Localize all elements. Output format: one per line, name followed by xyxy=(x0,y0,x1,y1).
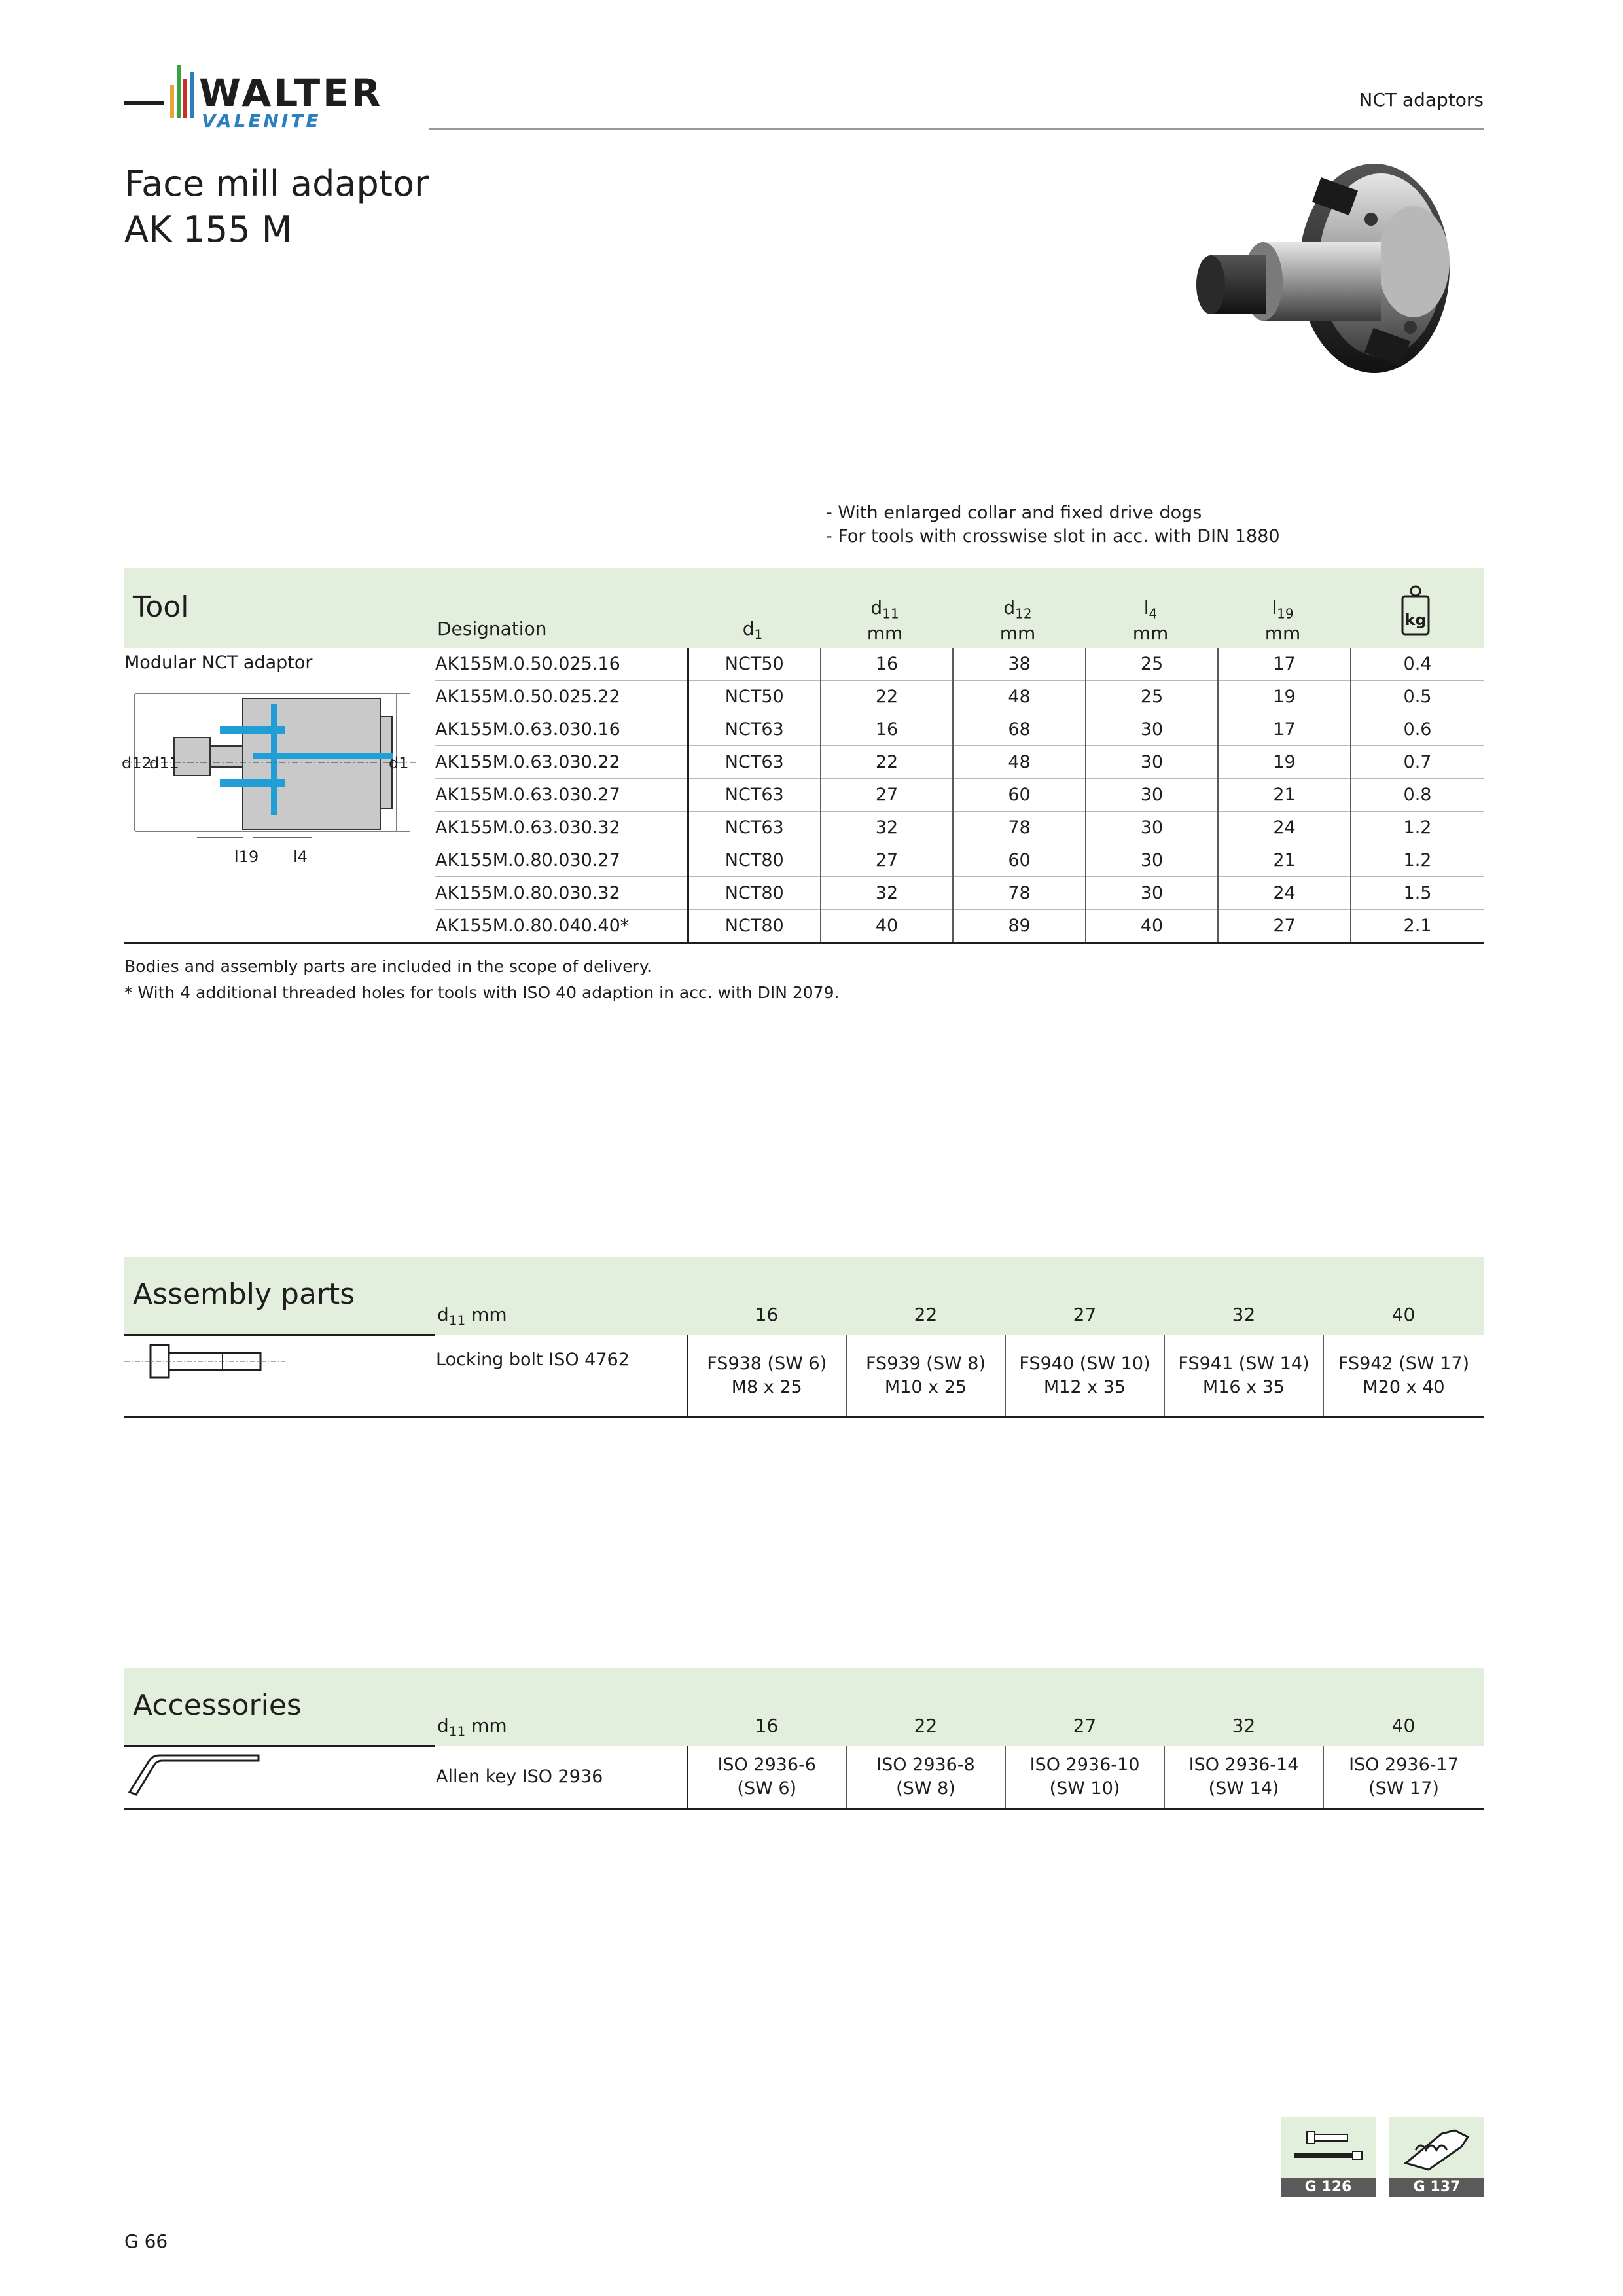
col-header-d11: $d_{11}$ mm xyxy=(866,597,903,644)
drawing-label-l19: l19 xyxy=(234,848,259,866)
cell-d12: 89 xyxy=(953,910,1086,943)
assembly-cell: FS940 (SW 10) M12 x 35 xyxy=(1005,1335,1164,1417)
accessories-cell: ISO 2936-17 (SW 17) xyxy=(1323,1746,1484,1809)
col-header-l4: $l_4$ mm xyxy=(1132,597,1169,644)
cell-d12: 78 xyxy=(953,877,1086,910)
table-row xyxy=(435,681,1484,713)
accessories-cell: ISO 2936-8 (SW 8) xyxy=(846,1746,1005,1809)
page-title-line-2: AK 155 M xyxy=(124,209,293,250)
cell-d1: NCT63 xyxy=(688,812,821,844)
col-header-designation: Designation xyxy=(437,618,547,639)
cell-d12: 78 xyxy=(953,812,1086,844)
assembly-size-32: 32 xyxy=(1232,1304,1256,1325)
assembly-size-40: 40 xyxy=(1391,1304,1416,1325)
page-title-line-1: Face mill adaptor xyxy=(124,163,429,204)
assembly-cell: FS941 (SW 14) M16 x 35 xyxy=(1164,1335,1323,1417)
cell-kg: 2.1 xyxy=(1351,910,1484,943)
cell-designation: AK155M.0.63.030.32 xyxy=(435,812,688,844)
cell-d1: NCT50 xyxy=(688,648,821,681)
cell-designation: AK155M.0.63.030.22 xyxy=(435,746,688,779)
reference-label-g137[interactable]: G 137 xyxy=(1389,2178,1484,2197)
drawing-label-d11: d11 xyxy=(149,754,179,772)
cell-d1: NCT80 xyxy=(688,910,821,943)
cell-l19: 17 xyxy=(1218,713,1351,746)
cell-l19: 19 xyxy=(1218,681,1351,713)
table-row xyxy=(435,1746,1484,1809)
accessories-size-40: 40 xyxy=(1391,1715,1416,1736)
reference-tile-wrench[interactable] xyxy=(1389,2117,1484,2179)
cell-kg: 1.2 xyxy=(1351,844,1484,877)
assembly-cell: FS939 (SW 8) M10 x 25 xyxy=(846,1335,1005,1417)
accessories-cell: ISO 2936-6 (SW 6) xyxy=(687,1746,846,1809)
cell-kg: 0.8 xyxy=(1351,779,1484,812)
cell-d1: NCT50 xyxy=(688,681,821,713)
table-row xyxy=(435,713,1484,746)
accessories-size-32: 32 xyxy=(1232,1715,1256,1736)
cell-l4: 30 xyxy=(1086,746,1218,779)
cell-l19: 19 xyxy=(1218,746,1351,779)
accessories-size-22: 22 xyxy=(914,1715,938,1736)
cell-d11: 32 xyxy=(821,877,953,910)
cell-designation: AK155M.0.63.030.16 xyxy=(435,713,688,746)
tool-table-bottom-rule xyxy=(124,942,435,944)
cell-l19: 21 xyxy=(1218,779,1351,812)
table-row xyxy=(435,844,1484,877)
table-row xyxy=(435,746,1484,779)
assembly-top-rule xyxy=(124,1334,435,1336)
accessories-size-16: 16 xyxy=(755,1715,779,1736)
assembly-size-27: 27 xyxy=(1073,1304,1097,1325)
section-label: NCT adaptors xyxy=(1359,89,1484,111)
cell-d11: 22 xyxy=(821,681,953,713)
weight-icon xyxy=(1400,584,1431,637)
cell-d12: 60 xyxy=(953,844,1086,877)
cell-d12: 68 xyxy=(953,713,1086,746)
cell-designation: AK155M.0.80.030.32 xyxy=(435,877,688,910)
tool-subtitle: Modular NCT adaptor xyxy=(124,653,313,673)
accessories-item-label: Allen key ISO 2936 xyxy=(435,1746,687,1809)
feature-item: - For tools with crosswise slot in acc. with DIN 1880 xyxy=(826,526,1280,547)
drawing-label-d12: d12 xyxy=(122,754,152,772)
product-image xyxy=(1185,157,1486,406)
drawing-label-l4: l4 xyxy=(293,848,308,866)
assembly-size-22: 22 xyxy=(914,1304,938,1325)
reference-tile-bolts[interactable] xyxy=(1281,2117,1376,2179)
cell-d11: 32 xyxy=(821,812,953,844)
cell-d11: 40 xyxy=(821,910,953,943)
cell-designation: AK155M.0.50.025.22 xyxy=(435,681,688,713)
wrench-icon xyxy=(1389,2117,1484,2179)
cell-kg: 0.5 xyxy=(1351,681,1484,713)
cell-designation: AK155M.0.80.030.27 xyxy=(435,844,688,877)
bolt-icon xyxy=(1281,2117,1376,2179)
cell-l19: 24 xyxy=(1218,877,1351,910)
assembly-bottom-rule xyxy=(124,1416,435,1418)
page-title xyxy=(124,161,429,253)
cell-l4: 30 xyxy=(1086,844,1218,877)
cell-d12: 48 xyxy=(953,746,1086,779)
tool-footnote: * With 4 additional threaded holes for tools with ISO 40 adaption in acc. with DIN 2079. xyxy=(124,983,840,1002)
drawing-label-d1: d1 xyxy=(389,754,409,772)
feature-item: - With enlarged collar and fixed drive dogs xyxy=(826,503,1202,523)
cell-designation: AK155M.0.63.030.27 xyxy=(435,779,688,812)
tool-note: Bodies and assembly parts are included in the scope of delivery. xyxy=(124,957,652,976)
technical-drawing xyxy=(122,684,416,880)
cell-kg: 1.5 xyxy=(1351,877,1484,910)
cell-d12: 60 xyxy=(953,779,1086,812)
accessories-col-label: $d_{11}$ mm xyxy=(437,1715,507,1740)
cell-designation: AK155M.0.80.040.40* xyxy=(435,910,688,943)
table-row xyxy=(435,910,1484,943)
cell-l19: 21 xyxy=(1218,844,1351,877)
cell-kg: 0.4 xyxy=(1351,648,1484,681)
table-row xyxy=(435,812,1484,844)
cell-l4: 30 xyxy=(1086,877,1218,910)
table-row xyxy=(435,877,1484,910)
accessories-table xyxy=(435,1746,1484,1810)
cell-d12: 48 xyxy=(953,681,1086,713)
accessories-cell: ISO 2936-10 (SW 10) xyxy=(1005,1746,1164,1809)
weight-icon-label: kg xyxy=(1404,611,1427,629)
cell-kg: 0.6 xyxy=(1351,713,1484,746)
cell-designation: AK155M.0.50.025.16 xyxy=(435,648,688,681)
cell-d1: NCT63 xyxy=(688,779,821,812)
accessories-size-27: 27 xyxy=(1073,1715,1097,1736)
cell-l19: 17 xyxy=(1218,648,1351,681)
accessories-cell: ISO 2936-14 (SW 14) xyxy=(1164,1746,1323,1809)
cell-d1: NCT63 xyxy=(688,746,821,779)
cell-l4: 30 xyxy=(1086,713,1218,746)
col-header-d12: $d_{12}$ mm xyxy=(999,597,1036,644)
cell-l4: 30 xyxy=(1086,812,1218,844)
cell-d11: 16 xyxy=(821,648,953,681)
page-number: G 66 xyxy=(124,2231,168,2252)
cell-d11: 22 xyxy=(821,746,953,779)
assembly-cell: FS938 (SW 6) M8 x 25 xyxy=(687,1335,846,1417)
cell-l4: 30 xyxy=(1086,779,1218,812)
cell-l19: 27 xyxy=(1218,910,1351,943)
assembly-col-label: $d_{11}$ mm xyxy=(437,1304,507,1329)
cell-l4: 40 xyxy=(1086,910,1218,943)
table-row xyxy=(435,779,1484,812)
accessories-bottom-rule xyxy=(124,1808,435,1810)
assembly-table xyxy=(435,1335,1484,1418)
table-row xyxy=(435,1335,1484,1417)
assembly-size-16: 16 xyxy=(755,1304,779,1325)
cell-kg: 0.7 xyxy=(1351,746,1484,779)
cell-kg: 1.2 xyxy=(1351,812,1484,844)
table-row xyxy=(435,648,1484,681)
col-header-d1: $d_1$ xyxy=(742,618,763,643)
brand-logo xyxy=(124,60,406,132)
accessories-section-title: Accessories xyxy=(133,1689,302,1722)
cell-d1: NCT80 xyxy=(688,877,821,910)
cell-l4: 25 xyxy=(1086,681,1218,713)
reference-label-g126[interactable]: G 126 xyxy=(1281,2178,1376,2197)
tool-section-title: Tool xyxy=(133,590,189,624)
logo-word-valenite: VALENITE xyxy=(202,110,321,132)
assembly-cell: FS942 (SW 17) M20 x 40 xyxy=(1323,1335,1484,1417)
cell-l19: 24 xyxy=(1218,812,1351,844)
cell-d11: 27 xyxy=(821,844,953,877)
locking-bolt-icon xyxy=(124,1338,288,1384)
cell-d11: 16 xyxy=(821,713,953,746)
cell-d11: 27 xyxy=(821,779,953,812)
cell-d1: NCT63 xyxy=(688,713,821,746)
col-header-l19: $l_{19}$ mm xyxy=(1264,597,1301,644)
allen-key-icon xyxy=(124,1746,268,1799)
feature-list xyxy=(826,501,1280,548)
header-rule xyxy=(429,128,1484,130)
tool-table xyxy=(435,648,1484,944)
accessories-top-rule xyxy=(124,1745,435,1747)
assembly-item-label: Locking bolt ISO 4762 xyxy=(435,1335,687,1417)
assembly-section-title: Assembly parts xyxy=(133,1278,355,1311)
cell-d12: 38 xyxy=(953,648,1086,681)
cell-l4: 25 xyxy=(1086,648,1218,681)
logo-word-walter: WALTER xyxy=(199,71,383,115)
cell-d1: NCT80 xyxy=(688,844,821,877)
